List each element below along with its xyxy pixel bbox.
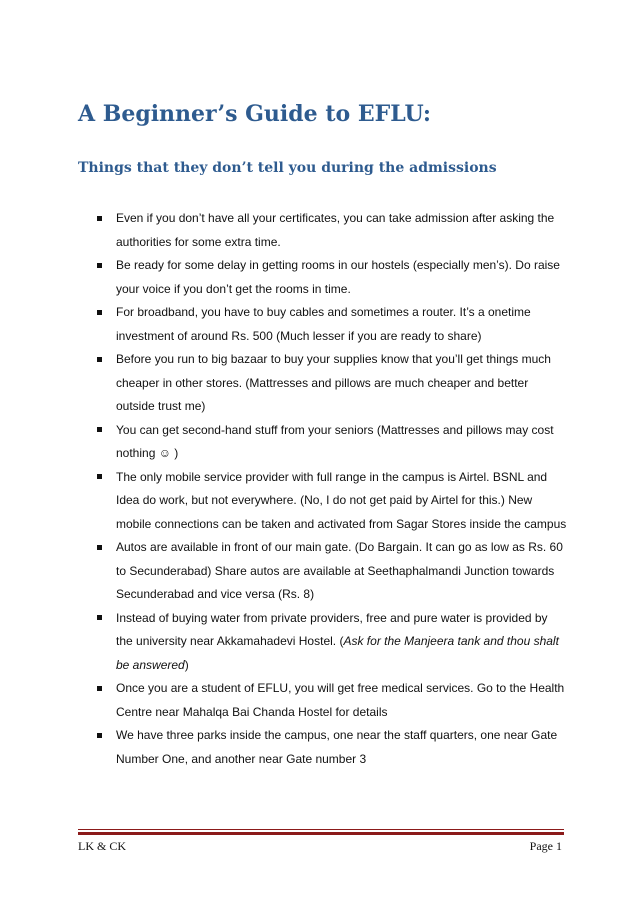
list-item-line: Instead of buying water from private providers, free and pure water is provided by xyxy=(116,610,548,625)
list-item-line: Number One, and another near Gate number 3 xyxy=(116,751,367,766)
italic-text: be answered xyxy=(116,657,185,672)
page-number: Page 1 xyxy=(529,839,562,853)
list-item xyxy=(96,724,566,771)
list-item-line: Autos are available in front of our main gate. (Do Bargain. It can go as low as Rs. 60 xyxy=(116,540,563,554)
list-item-line: Once you are a student of EFLU, you will get free medical services. Go to the Health xyxy=(116,681,565,695)
list-item-line: For broadband, you have to buy cables and sometimes a router. It’s a onetime xyxy=(116,305,531,319)
list-item-line: authorities for some extra time. xyxy=(116,234,281,249)
list-item-line: nothing ☺ ) xyxy=(116,446,179,460)
list-item-line: Before you run to big bazaar to buy your supplies know that you’ll get things much xyxy=(116,352,551,366)
list-item-line: Even if you don’t have all your certificates, you can take admission after asking the xyxy=(116,211,555,225)
list-item-text: the university near Akkamahadevi Hostel. xyxy=(116,634,337,648)
square-bullet-icon xyxy=(97,427,102,432)
page-title: A Beginner’s Guide to EFLU: xyxy=(78,101,431,127)
list-item-text: ( xyxy=(336,634,344,648)
footer-divider-thick xyxy=(78,832,564,835)
list-item-line: Idea do work, but not everywhere. (No, I do not get paid by Airtel for this.) New xyxy=(116,493,533,507)
list-item-line: The only mobile service provider with full range in the campus is Airtel. BSNL and xyxy=(116,469,548,484)
square-bullet-icon xyxy=(97,310,102,315)
footer-divider xyxy=(78,829,564,830)
list-item xyxy=(96,254,566,301)
square-bullet-icon xyxy=(97,216,102,221)
square-bullet-icon xyxy=(97,357,102,362)
list-item-line: to Secunderabad) Share autos are available at Seethaphalmandi Junction towards xyxy=(116,563,555,578)
list-item xyxy=(96,536,566,607)
list-item xyxy=(96,207,566,254)
list-item-line: mobile connections can be taken and activated from Sagar Stores inside the campus xyxy=(116,516,567,531)
list-item-line: You can get second-hand stuff from your seniors (Mattresses and pillows may cost xyxy=(116,422,554,437)
italic-text: Ask for the Manjeera tank and thou shalt xyxy=(343,634,559,648)
list-item xyxy=(96,677,566,724)
list-item xyxy=(96,301,566,348)
list-item-line: cheaper in other stores. (Mattresses and pillows are much cheaper and better xyxy=(116,375,529,390)
list-item-line: your voice if you don’t get the rooms in time. xyxy=(116,281,351,296)
list-item-line: Be ready for some delay in getting rooms in our hostels (especially men’s). Do raise xyxy=(116,258,560,272)
section-subtitle: Things that they don’t tell you during the admissions xyxy=(78,160,497,176)
square-bullet-icon xyxy=(97,733,102,738)
footer-authors: LK & CK xyxy=(78,839,126,853)
list-item-text: ) xyxy=(184,657,189,672)
list-item-line: outside trust me) xyxy=(116,399,206,413)
list-item-line: We have three parks inside the campus, one near the staff quarters, one near Gate xyxy=(116,728,558,742)
list-item xyxy=(96,419,566,466)
square-bullet-icon xyxy=(97,615,102,620)
square-bullet-icon xyxy=(97,545,102,550)
bullet-list xyxy=(96,207,566,771)
list-item-line xyxy=(116,654,566,678)
list-item xyxy=(96,348,566,419)
list-item-line xyxy=(116,630,566,654)
square-bullet-icon xyxy=(97,474,102,479)
list-item-line: Secunderabad and vice versa (Rs. 8) xyxy=(116,587,315,601)
list-item xyxy=(96,607,566,678)
list-item-line: Centre near Mahalqa Bai Chanda Hostel for details xyxy=(116,704,388,719)
square-bullet-icon xyxy=(97,263,102,268)
list-item-line: investment of around Rs. 500 (Much lesser if you are ready to share) xyxy=(116,328,482,343)
list-item xyxy=(96,466,566,537)
square-bullet-icon xyxy=(97,686,102,691)
